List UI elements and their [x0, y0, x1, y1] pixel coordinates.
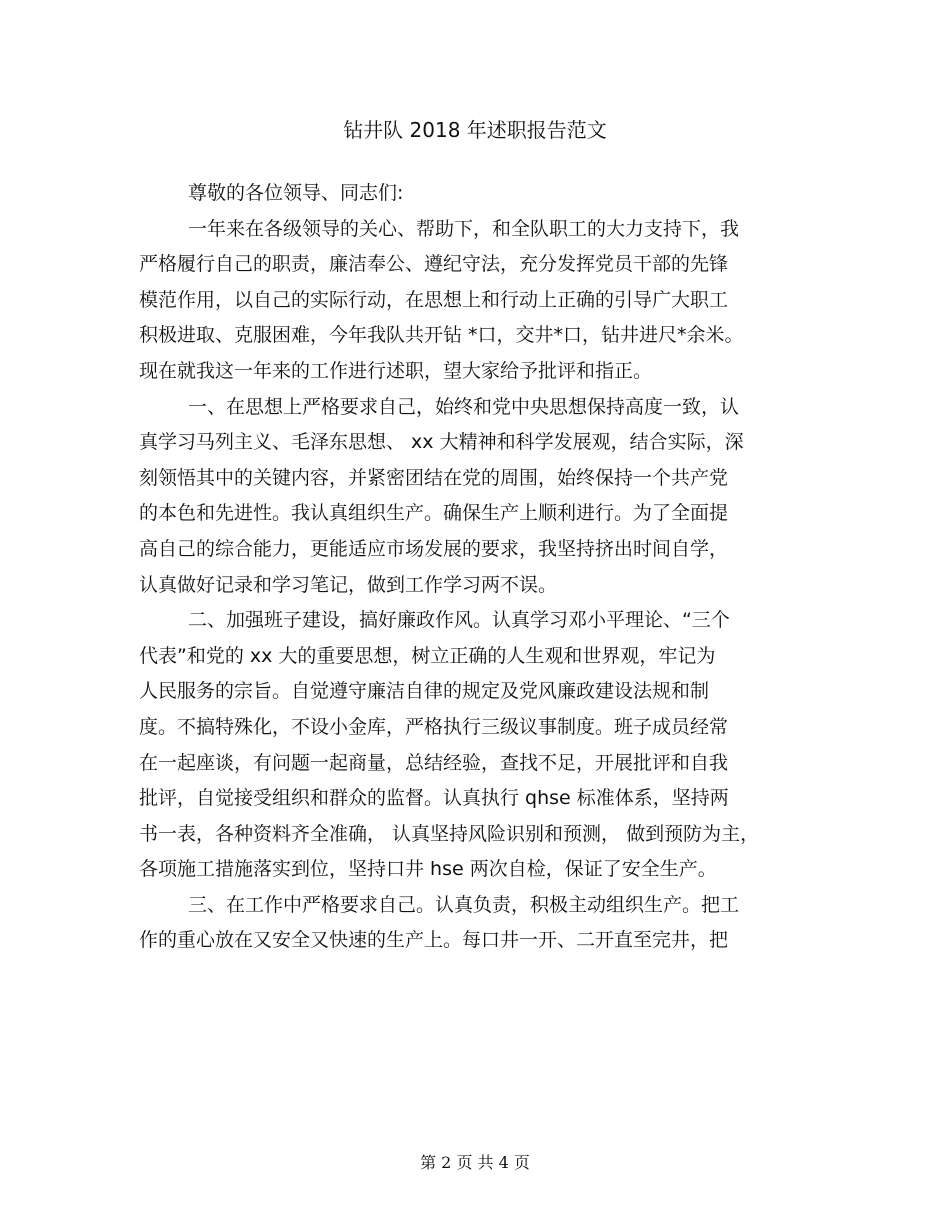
body-line: 作的重心放在又安全又快速的生产上。每口井一开、二开直至完井，把 [139, 929, 729, 952]
body-line: 批评，自觉接受组织和群众的监督。认真执行 qhse 标准体系，坚持两 [139, 787, 729, 810]
body-line: 人民服务的宗旨。自觉遵守廉洁自律的规定及党风廉政建设法规和制 [139, 680, 710, 703]
body-line: 在一起座谈，有问题一起商量，总结经验，查找不足，开展批评和自我 [139, 751, 729, 774]
document-title: 钻井队 2018 年述职报告范文 [343, 118, 607, 142]
body-line: 的本色和先进性。我认真组织生产。确保生产上顺利进行。为了全面提 [139, 502, 729, 525]
body-line: 代表”和党的 xx 大的重要思想，树立正确的人生观和世界观，牢记为 [139, 644, 716, 667]
body-line: 度。不搞特殊化，不设小金库，严格执行三级议事制度。班子成员经常 [139, 715, 729, 738]
document-body [139, 176, 839, 959]
body-line: 积极进取、克服困难，今年我队共开钻 *口，交井*口，钻井进尺*余米。 [139, 324, 744, 347]
body-line: 三、在工作中严格要求自己。认真负责，积极主动组织生产。把工 [188, 893, 740, 916]
page-footer: 第 2 页 共 4 页 [420, 1153, 530, 1172]
body-line: 一、在思想上严格要求自己，始终和党中央思想保持高度一致，认 [188, 395, 740, 418]
body-line: 各项施工措施落实到位，坚持口井 hse 两次自检，保证了安全生产。 [139, 858, 717, 881]
body-line: 真学习马列主义、毛泽东思想、 xx 大精神和科学发展观，结合实际，深 [139, 431, 744, 454]
body-line: 认真做好记录和学习笔记，做到工作学习两不误。 [139, 573, 558, 596]
body-line: 一年来在各级领导的关心、帮助下，和全队职工的大力支持下，我 [188, 217, 740, 240]
body-line: 严格履行自己的职责，廉洁奉公、遵纪守法，充分发挥党员干部的先锋 [139, 253, 729, 276]
body-line: 尊敬的各位领导、同志们: [188, 182, 404, 204]
body-line: 书一表，各种资料齐全准确， 认真坚持风险识别和预测， 做到预防为主， [139, 822, 760, 845]
body-line: 高自己的综合能力，更能适应市场发展的要求，我坚持挤出时间自学， [139, 537, 729, 560]
body-line: 模范作用，以自己的实际行动，在思想上和行动上正确的引导广大职工 [139, 288, 729, 311]
body-line: 二、加强班子建设，搞好廉政作风。认真学习邓小平理论、“三个 [188, 609, 730, 632]
body-line: 刻领悟其中的关键内容，并紧密团结在党的周围，始终保持一个共产党 [139, 466, 729, 489]
body-line: 现在就我这一年来的工作进行述职，望大家给予批评和指正。 [139, 359, 653, 382]
